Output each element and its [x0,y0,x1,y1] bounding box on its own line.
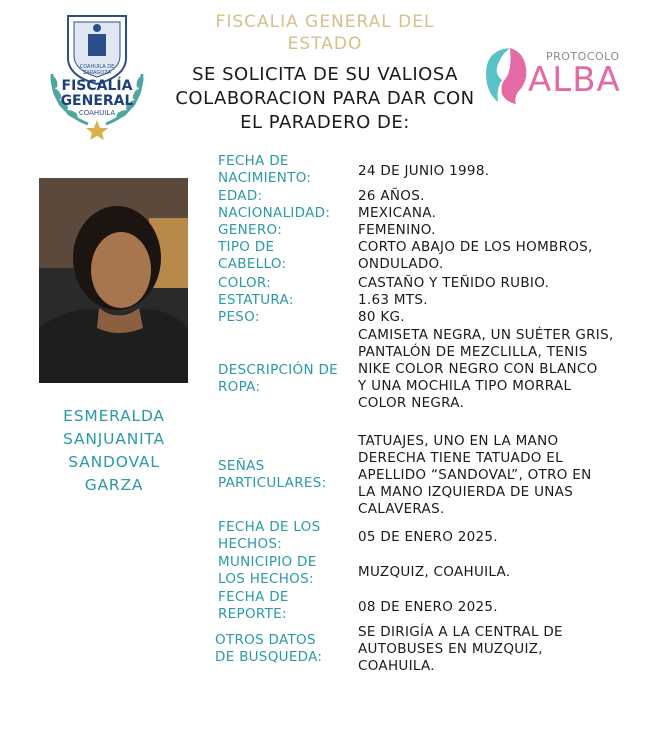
value-municipio: MUZQUIZ, COAHUILA. [358,564,511,580]
value-hechos: 05 DE ENERO 2025. [358,529,498,545]
header-line2: ESTADO [287,34,363,54]
label-hechos: FECHA DE LOS HECHOS: [218,519,321,552]
fiscalia-logo-line2: GENERAL [60,93,134,109]
label-estatura: ESTATURA: [218,292,294,308]
label-reporte: FECHA DE REPORTE: [218,589,289,622]
solicita-line1: SE SOLICITA DE SU VALIOSA [192,64,458,85]
label-nacionalidad: NACIONALIDAD: [218,205,331,221]
alba-logo-big: ALBA [528,60,621,100]
label-ropa: DESCRIPCIÓN DE ROPA: [218,362,338,395]
label-peso: PESO: [218,309,260,325]
value-peso: 80 KG. [358,309,405,325]
value-senas: TATUAJES, UNO EN LA MANO DERECHA TIENE TATUADO EL APELLIDO “SANDOVAL”, OTRO EN LA MANO IZQUIERDA DE UNAS CALAVERAS. [358,433,592,517]
label-genero: GENERO: [218,222,283,238]
label-edad: EDAD: [218,188,263,204]
missing-person-photo [39,178,188,383]
label-cabello: TIPO DE CABELLO: [218,239,287,272]
fiscalia-logo [38,10,156,140]
value-otros: SE DIRIGÍA A LA CENTRAL DE AUTOBUSES EN MUZQUIZ, COAHUILA. [358,624,563,674]
person-name-line4: GARZA [84,476,144,494]
person-name-line3: SANDOVAL [68,453,160,471]
fiscalia-logo-line1: FISCALÍA [61,78,133,94]
alba-logo-small: PROTOCOLO [546,50,620,63]
value-ropa: CAMISETA NEGRA, UN SUÉTER GRIS, PANTALÓN DE MEZCLILLA, TENIS NIKE COLOR NEGRO CON BLANCO Y UNA MOCHILA TIPO MORRAL COLOR NEGRA. [358,327,614,411]
fiscalia-seal-text: COAHUILA DE ZARAGOZA [79,64,115,76]
person-name-line1: ESMERALDA [63,407,165,425]
value-cabello: CORTO ABAJO DE LOS HOMBROS, ONDULADO. [358,239,593,272]
value-estatura: 1.63 MTS. [358,292,428,308]
person-portrait-icon [39,178,188,383]
value-genero: FEMENINO. [358,222,436,238]
solicita-line3: EL PARADERO DE: [240,112,410,133]
label-otros: OTROS DATOS DE BUSQUEDA: [215,632,323,665]
label-nacimiento: FECHA DE NACIMIENTO: [218,153,312,186]
value-nacimiento: 24 DE JUNIO 1998. [358,163,490,179]
label-senas: SEÑAS PARTICULARES: [218,458,327,491]
value-edad: 26 AÑOS. [358,188,425,204]
header-line1: FISCALIA GENERAL DEL [215,12,435,32]
value-nacionalidad: MEXICANA. [358,205,437,221]
person-name-line2: SANJUANITA [63,430,165,448]
alba-logo [480,42,638,108]
fiscalia-logo-line3: COAHUILA [78,109,116,117]
solicita-line2: COLABORACION PARA DAR CON [175,88,475,109]
label-municipio: MUNICIPIO DE LOS HECHOS: [218,554,317,587]
value-color: CASTAÑO Y TEÑIDO RUBIO. [358,275,550,291]
woman-profile-icon [480,44,532,106]
value-reporte: 08 DE ENERO 2025. [358,599,498,615]
label-color: COLOR: [218,275,272,291]
